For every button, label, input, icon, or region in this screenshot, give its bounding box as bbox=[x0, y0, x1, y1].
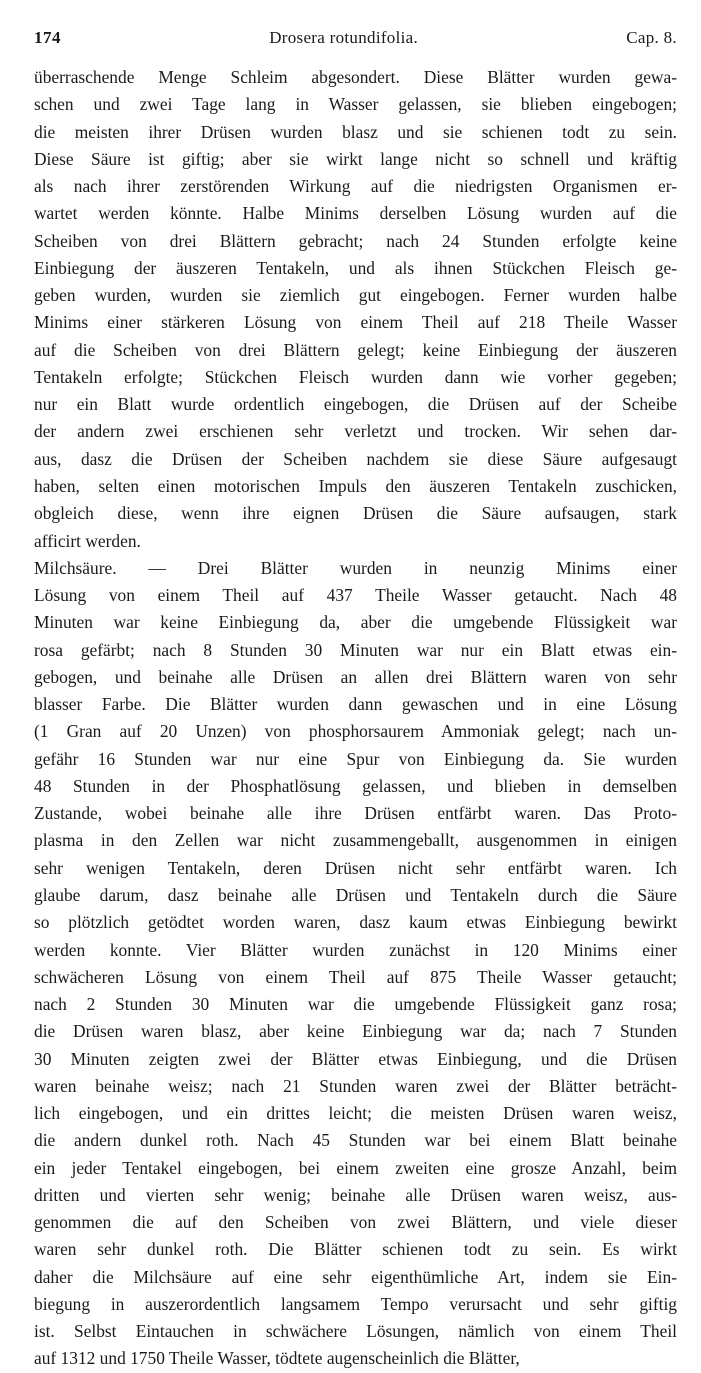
text-line: der andern zwei erschienen sehr verletzt und trocken. Wir sehen dar- bbox=[34, 421, 677, 442]
page-number: 174 bbox=[34, 28, 61, 47]
text-line: 30 Minuten zeigten zwei der Blätter etwas Einbiegung, und die Drüsen bbox=[34, 1048, 677, 1069]
text-line: waren sehr dunkel roth. Die Blätter schienen todt zu sein. Es wirkt bbox=[34, 1239, 677, 1260]
text-line: 48 Stunden in der Phosphatlösung gelassen, und blieben in demselben bbox=[34, 775, 677, 796]
text-line: gebogen, und beinahe alle Drüsen an allen drei Blättern waren von sehr bbox=[34, 666, 677, 687]
text-line: biegung in auszerordentlich langsamem Tempo verursacht und sehr giftig bbox=[34, 1293, 677, 1314]
text-line: Zustande, wobei beinahe alle ihre Drüsen entfärbt waren. Das Proto- bbox=[34, 803, 677, 824]
text-line: Tentakeln erfolgte; Stückchen Fleisch wurden dann wie vorher gegeben; bbox=[34, 366, 677, 387]
text-line: daher die Milchsäure auf eine sehr eigenthümliche Art, indem sie Ein- bbox=[34, 1266, 677, 1287]
page-header bbox=[34, 28, 677, 58]
text-line: die andern dunkel roth. Nach 45 Stunden war bei einem Blatt beinahe bbox=[34, 1130, 677, 1151]
text-line: rosa gefärbt; nach 8 Stunden 30 Minuten war nur ein Blatt etwas ein- bbox=[34, 639, 677, 660]
text-line: aus, dasz die Drüsen der Scheiben nachdem sie diese Säure aufgesaugt bbox=[34, 448, 677, 469]
text-line: die Drüsen waren blasz, aber keine Einbiegung war da; nach 7 Stunden bbox=[34, 1021, 677, 1042]
text-line: auf 1312 und 1750 Theile Wasser, tödtete augenscheinlich die Blätter, bbox=[34, 1348, 520, 1369]
text-line: werden konnte. Vier Blätter wurden zunächst in 120 Minims einer bbox=[34, 939, 677, 960]
text-line: die meisten ihrer Drüsen wurden blasz und sie schienen todt zu sein. bbox=[34, 121, 677, 142]
text-line: Minims einer stärkeren Lösung von einem Theil auf 218 Theile Wasser bbox=[34, 312, 677, 333]
text-line: lich eingebogen, und ein drittes leicht; die meisten Drüsen waren weisz, bbox=[34, 1103, 677, 1124]
text-line: so plötzlich getödtet worden waren, dasz kaum etwas Einbiegung bewirkt bbox=[34, 912, 677, 933]
text-line: Einbiegung der äuszeren Tentakeln, und als ihnen Stückchen Fleisch ge- bbox=[34, 257, 677, 278]
text-line: (1 Gran auf 20 Unzen) von phosphorsaurem Ammoniak gelegt; nach un- bbox=[34, 721, 677, 742]
running-title: Drosera rotundifolia. bbox=[269, 28, 419, 47]
text-line: nur ein Blatt wurde ordentlich eingebogen, die Drüsen auf der Scheibe bbox=[34, 394, 677, 415]
text-line: glaube darum, dasz beinahe alle Drüsen und Tentakeln durch die Säure bbox=[34, 884, 677, 905]
text-line: wartet werden könnte. Halbe Minims derselben Lösung wurden auf die bbox=[34, 203, 677, 224]
text-line: geben wurden, wurden sie ziemlich gut eingebogen. Ferner wurden halbe bbox=[34, 285, 677, 306]
text-line: genommen die auf den Scheiben von zwei Blättern, und viele dieser bbox=[34, 1212, 677, 1233]
body-text bbox=[34, 64, 677, 1373]
text-line: Milchsäure. — Drei Blätter wurden in neunzig Minims einer bbox=[34, 557, 677, 578]
text-line: plasma in den Zellen war nicht zusammengeballt, ausgenommen in einigen bbox=[34, 830, 677, 851]
text-line: ein jeder Tentakel eingebogen, bei einem zweiten eine grosze Anzahl, beim bbox=[34, 1157, 677, 1178]
text-line: obgleich diese, wenn ihre eignen Drüsen die Säure aufsaugen, stark bbox=[34, 503, 677, 524]
text-line: schwächeren Lösung von einem Theil auf 875 Theile Wasser getaucht; bbox=[34, 966, 677, 987]
text-line: auf die Scheiben von drei Blättern gelegt; keine Einbiegung der äuszeren bbox=[34, 339, 677, 360]
text-line: ist. Selbst Eintauchen in schwächere Lösungen, nämlich von einem Theil bbox=[34, 1321, 677, 1342]
text-line: blasser Farbe. Die Blätter wurden dann gewaschen und in eine Lösung bbox=[34, 694, 677, 715]
text-line: Diese Säure ist giftig; aber sie wirkt lange nicht so schnell und kräftig bbox=[34, 148, 677, 169]
text-line: Minuten war keine Einbiegung da, aber die umgebende Flüssigkeit war bbox=[34, 612, 677, 633]
text-line: Lösung von einem Theil auf 437 Theile Wasser getaucht. Nach 48 bbox=[34, 585, 677, 606]
text-line: haben, selten einen motorischen Impuls den äuszeren Tentakeln zuschicken, bbox=[34, 475, 677, 496]
text-line: Scheiben von drei Blättern gebracht; nach 24 Stunden erfolgte keine bbox=[34, 230, 677, 251]
text-line: schen und zwei Tage lang in Wasser gelassen, sie blieben eingebogen; bbox=[34, 94, 677, 115]
text-line: waren beinahe weisz; nach 21 Stunden waren zwei der Blätter beträcht- bbox=[34, 1075, 677, 1096]
text-line: dritten und vierten sehr wenig; beinahe alle Drüsen waren weisz, aus- bbox=[34, 1184, 677, 1205]
chapter-label: Cap. 8. bbox=[626, 28, 677, 47]
text-line: nach 2 Stunden 30 Minuten war die umgebende Flüssigkeit ganz rosa; bbox=[34, 994, 677, 1015]
book-page bbox=[34, 28, 677, 1373]
text-line: sehr wenigen Tentakeln, deren Drüsen nicht sehr entfärbt waren. Ich bbox=[34, 857, 677, 878]
text-line: afficirt werden. bbox=[34, 530, 141, 551]
text-line: überraschende Menge Schleim abgesondert. Diese Blätter wurden gewa- bbox=[34, 67, 677, 87]
text-line: als nach ihrer zerstörenden Wirkung auf die niedrigsten Organismen er- bbox=[34, 176, 677, 197]
text-line: gefähr 16 Stunden war nur eine Spur von Einbiegung da. Sie wurden bbox=[34, 748, 677, 769]
